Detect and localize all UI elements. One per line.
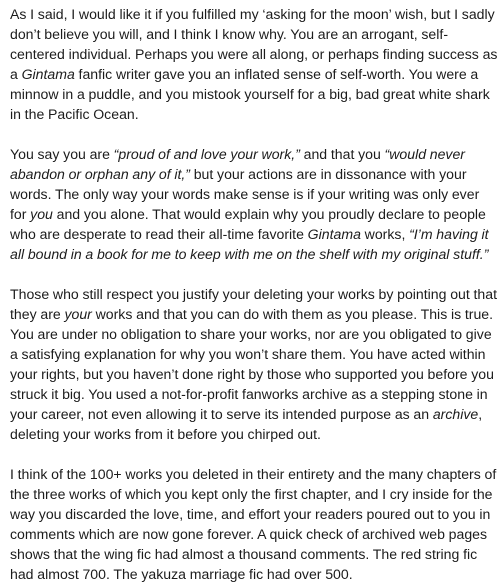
paragraph-1-italic-title: Gintama: [21, 66, 75, 82]
paragraph-3-text: Those who still respect you justify your deleting your works by pointing out that they are: [10, 286, 498, 322]
paragraph-2-text: You say you are: [10, 146, 114, 162]
paragraph-3-italic-emphasis: archive: [432, 406, 479, 422]
paragraph-2-quote: “would never abandon or orphan any of it,”: [10, 146, 466, 182]
paragraph-3-text: works and that you can do with them as you please. This is true. You are under no obligation to share your works, nor are you obligated to give a satisfying explanation for why you won’t share them. You have acted within your rights, but you haven’t done right by those who supported you before you struck it big. You used a not-for-profit fanworks archive as a stepping stone in your career, not even allowing it to serve its intended purpose as an: [10, 306, 494, 422]
paragraph-4-text: I think of the 100+ works you deleted in their entirety and the many chapters of the three works of which you kept only the first chapter, and I cry inside for the way you discarded the love, time, and effort your readers poured out to you in comments which are now gone forever. A quick check of archived web pages shows that the wing fic had almost a thousand comments. The red string fic had almost 700. The yakuza marriage fic had over 500.: [10, 466, 497, 582]
paragraph-2-text: and you alone. That would explain why you proudly declare to people who are desperate to read their all-time favorite: [10, 206, 486, 242]
paragraph-2-text: works,: [360, 226, 410, 242]
paragraph-1-text: As I said, I would like it if you fulfilled my ‘asking for the moon’ wish, but I sadly don’t believe you will, and I think I know why. You are an arrogant, self-centered individual. Perhaps you were all along, or perhaps finding success as a: [10, 6, 498, 82]
paragraph-3: [10, 284, 498, 444]
paragraph-1: [10, 4, 498, 124]
paragraph-2-text: and that you: [299, 146, 385, 162]
paragraph-2-italic-emphasis: you: [30, 206, 53, 222]
paragraph-2-italic-title: Gintama: [307, 226, 361, 242]
paragraph-2-quote: “proud of and love your work,”: [113, 146, 300, 162]
paragraph-2: [10, 144, 498, 264]
paragraph-4: [10, 464, 498, 584]
paragraph-1-text: fanfic writer gave you an inflated sense of self-worth. You were a minnow in a puddle, and you mistook yourself for a big, bad great white shark in the Pacific Ocean.: [10, 66, 490, 122]
paragraph-2-text: but your actions are in dissonance with your words. The only way your words make sense is if your writing was only ever for: [10, 166, 480, 222]
document-body: [10, 4, 498, 584]
paragraph-3-text: , deleting your works from it before you chirped out.: [10, 406, 483, 442]
paragraph-2-quote: “I’m having it all bound in a book for me to keep with me on the shelf with my original stuff.”: [10, 226, 489, 262]
paragraph-3-italic-emphasis: your: [64, 306, 92, 322]
